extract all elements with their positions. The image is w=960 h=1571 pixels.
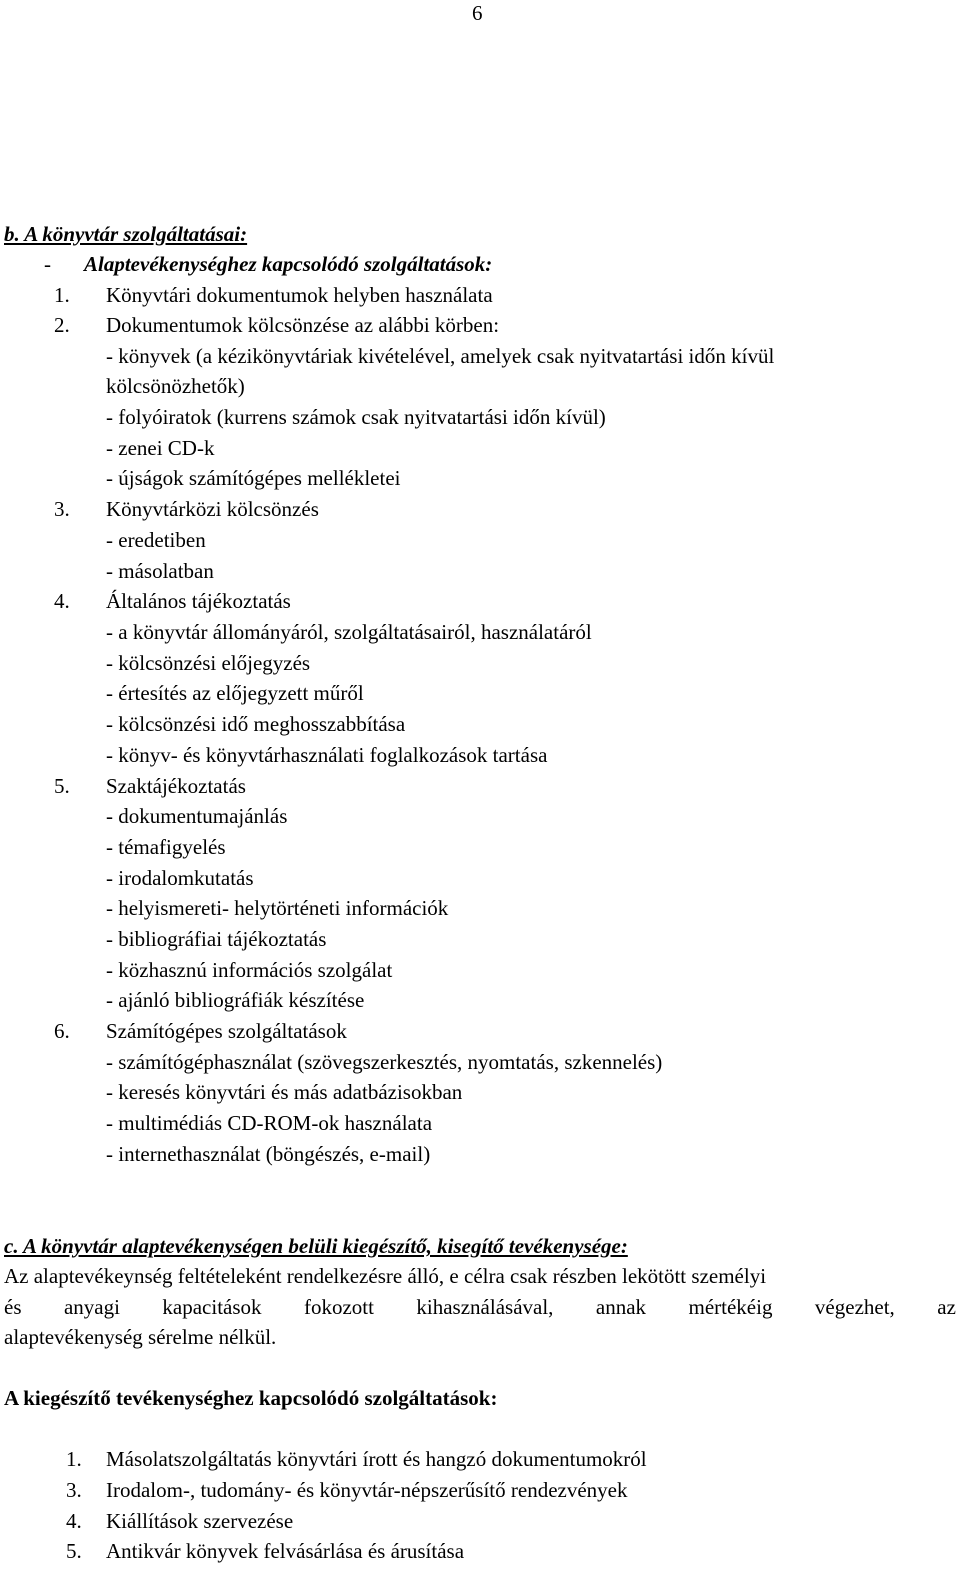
item-number: 6. [54, 1019, 70, 1043]
item-title: Szaktájékoztatás [106, 774, 246, 798]
item-number: 3. [66, 1478, 82, 1502]
subheading-dash: - [44, 252, 51, 276]
item-line: - ajánló bibliográfiák készítése [106, 988, 365, 1012]
item-title: Könyvtárközi kölcsönzés [106, 497, 319, 521]
page-number: 6 [472, 1, 483, 25]
item-number: 2. [54, 313, 70, 337]
item-line: - közhasznú információs szolgálat [106, 958, 393, 982]
item-line: - zenei CD-k [106, 436, 215, 460]
item-line: kölcsönözhetők) [106, 374, 245, 398]
item-number: 3. [54, 497, 70, 521]
item-title: Általános tájékoztatás [106, 589, 291, 613]
item-line: - folyóiratok (kurrens számok csak nyitvatartási időn kívül) [106, 405, 606, 429]
section-c-heading: c. A könyvtár alaptevékenységen belüli kiegészítő, kisegítő tevékenysége: [4, 1234, 628, 1258]
item-line: - bibliográfiai tájékoztatás [106, 927, 327, 951]
item-line: - eredetiben [106, 528, 206, 552]
item-line: - dokumentumajánlás [106, 804, 288, 828]
section-b-heading: b. A könyvtár szolgáltatásai: [4, 222, 248, 246]
paragraph-line: Az alaptevékeynség feltételeként rendelkezésre álló, e célra csak részben lekötött személyi [4, 1264, 767, 1288]
word: az [937, 1295, 956, 1319]
word: végezhet, [814, 1295, 895, 1319]
item-number: 5. [54, 774, 70, 798]
item-title: Dokumentumok kölcsönzése az alábbi körben: [106, 313, 500, 337]
item-line: - irodalomkutatás [106, 866, 254, 890]
item-line: - újságok számítógépes mellékletei [106, 466, 401, 490]
item-line: - helyismereti- helytörténeti információk [106, 896, 449, 920]
item-line: - számítógéphasználat (szövegszerkesztés, nyomtatás, szkennelés) [106, 1050, 663, 1074]
item-title: Könyvtári dokumentumok helyben használata [106, 283, 493, 307]
item-title: Számítógépes szolgáltatások [106, 1019, 347, 1043]
word: annak [595, 1295, 647, 1319]
item-number: 4. [54, 589, 70, 613]
item-line: - értesítés az előjegyzett műről [106, 681, 364, 705]
list-item: Másolatszolgáltatás könyvtári írott és hangzó dokumentumokról [106, 1447, 647, 1471]
section-c-subheading: A kiegészítő tevékenységhez kapcsolódó szolgáltatások: [4, 1386, 498, 1410]
item-line: - internethasználat (böngészés, e-mail) [106, 1142, 431, 1166]
word: kihasználásával, [416, 1295, 554, 1319]
item-number: 1. [66, 1447, 82, 1471]
item-number: 4. [66, 1509, 82, 1533]
item-line: - multimédiás CD-ROM-ok használata [106, 1111, 433, 1135]
list-item: Irodalom-, tudomány- és könyvtár-népszerűsítő rendezvények [106, 1478, 628, 1502]
item-number: 5. [66, 1539, 82, 1563]
section-b-subheading: Alaptevékenységhez kapcsolódó szolgáltatások: [84, 252, 493, 276]
word: mértékéig [688, 1295, 773, 1319]
item-line: - keresés könyvtári és más adatbázisokban [106, 1080, 463, 1104]
item-line: - kölcsönzési előjegyzés [106, 651, 311, 675]
word: kapacitások [162, 1295, 262, 1319]
list-item: Kiállítások szervezése [106, 1509, 294, 1533]
word: fokozott [303, 1295, 374, 1319]
item-line: - témafigyelés [106, 835, 226, 859]
paragraph-line: alaptevékenység sérelme nélkül. [4, 1325, 277, 1349]
item-line: - kölcsönzési idő meghosszabbítása [106, 712, 406, 736]
list-item: Antikvár könyvek felvásárlása és árusítása [106, 1539, 465, 1563]
item-line: - könyvek (a kézikönyvtáriak kivételével, amelyek csak nyitvatartási időn kívül [106, 344, 775, 368]
word: anyagi [63, 1295, 120, 1319]
item-line: - a könyvtár állományáról, szolgáltatásairól, használatáról [106, 620, 592, 644]
paragraph-line-justified [4, 1294, 956, 1320]
item-line: - könyv- és könyvtárhasználati foglalkozások tartása [106, 743, 548, 767]
item-line: - másolatban [106, 559, 214, 583]
word: és [4, 1295, 22, 1319]
item-number: 1. [54, 283, 70, 307]
